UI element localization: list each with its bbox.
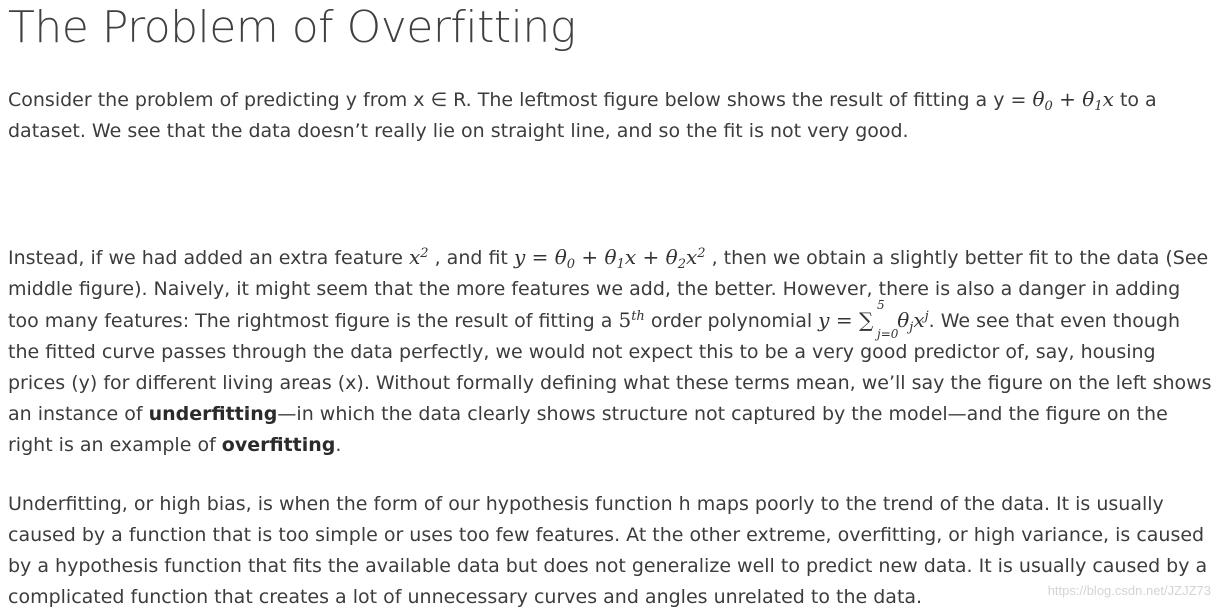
features-text-4: order polynomial: [644, 310, 819, 332]
formula-polynomial-sum: y = ∑ 5 j=0 $\theta_jx^j$: [818, 298, 929, 341]
intro-text-2: to a dataset. We see that the data doesn’t really lie on straight line, and so the fit is not very good.: [8, 89, 1157, 142]
features-text-1: Instead, if we had added an extra feature: [8, 247, 409, 269]
term-underfitting: underfitting: [148, 403, 278, 425]
formula-x-squared: $x^2$: [409, 245, 429, 269]
watermark: https://blog.csdn.net/JZJZ73: [1047, 583, 1211, 598]
intro-text-1: Consider the problem of predicting y from x ∈ R. The leftmost figure below shows the result of fitting a y =: [8, 89, 1033, 111]
paragraph-features: [8, 242, 1213, 461]
features-text-2: , and fit: [428, 247, 514, 269]
formula-fifth-order: 5th: [618, 308, 645, 332]
formula-linear-hypothesis: $\theta_0 + \theta_1x$: [1032, 87, 1114, 114]
features-text-5: . We see that even though the fitted curve passes through the data perfectly, we would not expect this to be a very good predictor of, say, housing prices (y) for different living areas (x). Without formally defining what these terms mean, we’ll say the figure on the left shows an instance of: [8, 310, 1212, 425]
features-text-3: , then we obtain a slightly better fit to the data (See middle figure). Naively, it might seem that the more features we add, the better. However, there is also a danger in adding too many features: The rightmost figure is the result of fitting a: [8, 247, 1209, 332]
formula-quadratic-hypothesis: $y = \theta_0 + \theta_1x + \theta_2x^2$: [513, 245, 706, 272]
paragraph-bias-variance: Underfitting, or high bias, is when the form of our hypothesis function h maps poorly to the trend of the data. It is usually caused by a function that is too simple or uses too few features. At the other extreme, overfitting, or high variance, is caused by a hypothesis function that fits the available data but does not generalize well to predict new data. It is usually caused by a complicated function that creates a lot of unnecessary curves and angles unrelated to the data.: [8, 493, 1208, 608]
paragraph-intro: [8, 84, 1213, 147]
page-title: The Problem of Overfitting: [8, 2, 576, 53]
features-text-7: .: [335, 434, 342, 456]
features-text-6: —in which the data clearly shows structure not captured by the model—and the figure on the right is an example of: [8, 403, 1168, 456]
term-overfitting: overfitting: [221, 434, 336, 456]
